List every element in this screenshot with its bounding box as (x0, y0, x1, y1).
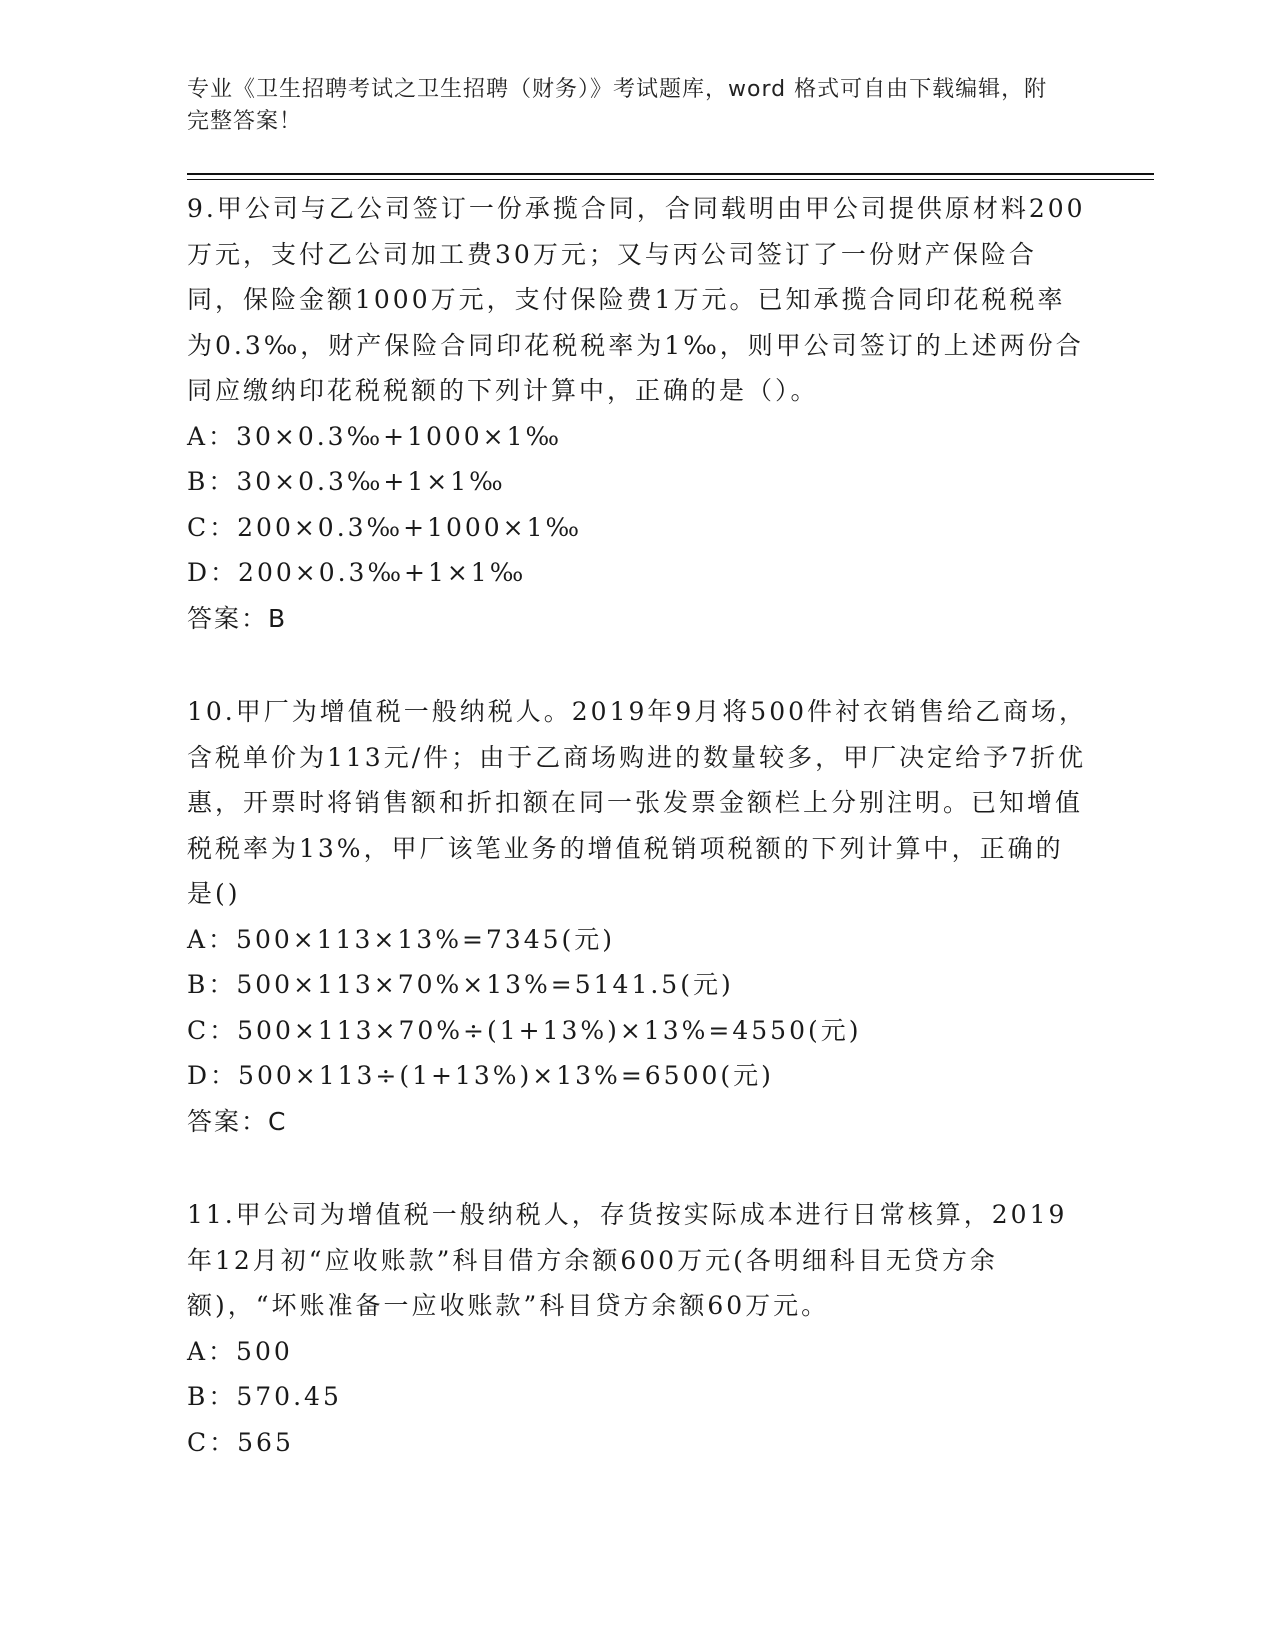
question-stem: 9.甲公司与乙公司签订一份承揽合同，合同载明由甲公司提供原材料200万元，支付乙公司加工费30万元；又与丙公司签订了一份财产保险合同，保险金额1000万元，支付保险费1万元。已知承揽合同印花税税率为0.3‰，财产保险合同印花税税率为1‰，则甲公司签订的上述两份合同应缴纳印花税税额的下列计算中，正确的是（）。 (187, 194, 1086, 405)
option-b: B：500×113×70%×13%=5141.5(元) (187, 970, 734, 999)
option-a: A：30×0.3‰+1000×1‰ (187, 421, 563, 451)
option-c: C：565 (187, 1427, 294, 1457)
question-stem: 10.甲厂为增值税一般纳税人。2019年9月将500件衬衣销售给乙商场，含税单价为113元/件；由于乙商场购进的数量较多，甲厂决定给予7折优惠，开票时将销售额和折扣额在同一张发票金额栏上分别注明。已知增值税税率为13%，甲厂该笔业务的增值税销项税额的下列计算中，正确的是() (187, 697, 1088, 908)
option-a: A：500×113×13%=7345(元) (187, 924, 616, 954)
option-d: D：200×0.3‰+1×1‰ (187, 558, 527, 587)
option-a: A：500 (187, 1336, 293, 1366)
header-rule-thin (187, 179, 1154, 180)
document-header (187, 74, 1067, 138)
question-list (187, 186, 1087, 1513)
header-rule-thick (187, 173, 1154, 175)
question-9 (187, 186, 1087, 641)
answer-label: 答案：B (187, 603, 288, 633)
header-text: 专业《卫生招聘考试之卫生招聘（财务）》考试题库，word 格式可自由下载编辑，附完整答案！ (187, 77, 1048, 134)
option-c: C：500×113×70%÷(1+13%)×13%=4550(元) (187, 1015, 862, 1045)
option-d: D：500×113÷(1+13%)×13%=6500(元) (187, 1061, 774, 1090)
question-stem: 11.甲公司为增值税一般纳税人，存货按实际成本进行日常核算，2019年12月初“应收账款”科目借方余额600万元(各明细科目无贷方余额)，“坏账准备一应收账款”科目贷方余额60万元。 (187, 1200, 1068, 1320)
answer-label: 答案：C (187, 1106, 288, 1136)
question-11 (187, 1192, 1087, 1465)
option-b: B：30×0.3‰+1×1‰ (187, 467, 506, 496)
option-b: B：570.45 (187, 1382, 342, 1411)
option-c: C：200×0.3‰+1000×1‰ (187, 512, 583, 542)
question-10 (187, 689, 1087, 1144)
